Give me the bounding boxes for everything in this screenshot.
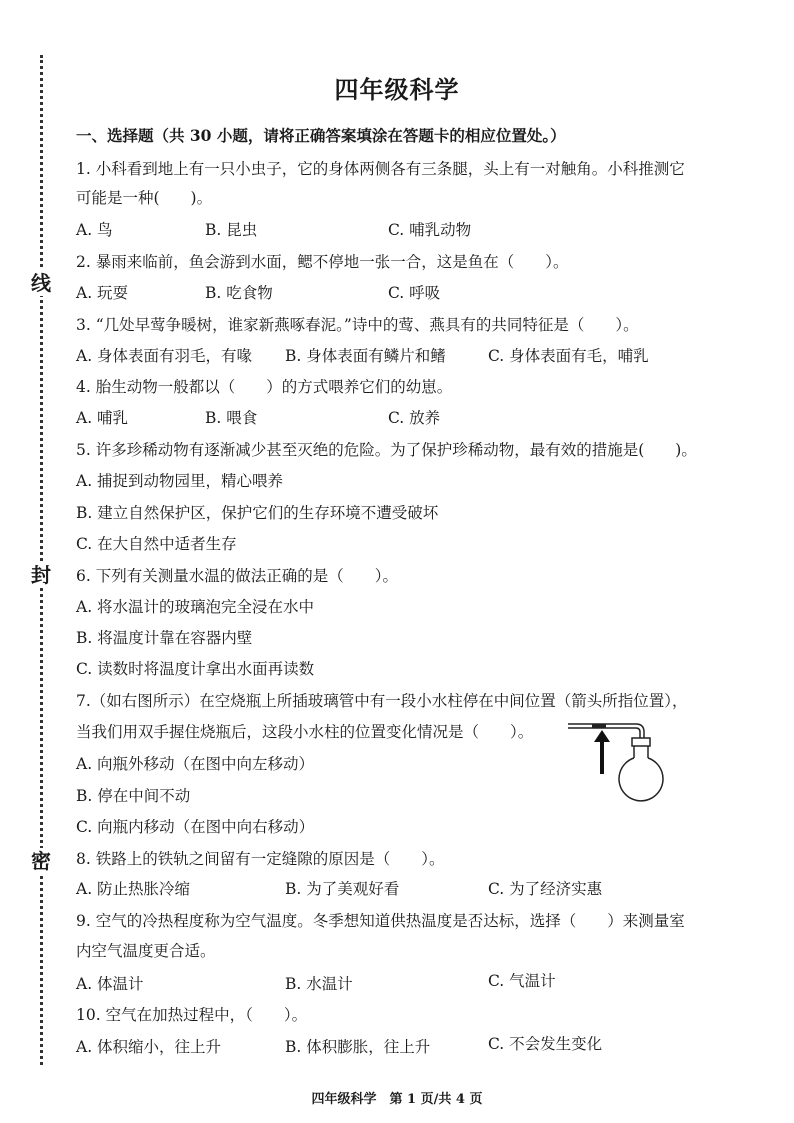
question-8-option-c: C. 为了经济实惠 [488, 880, 603, 898]
question-7-line-2: 当我们用双手握住烧瓶后，这段小水柱的位置变化情况是（ ）。 [76, 723, 534, 741]
question-8-option-a: A. 防止热胀冷缩 [76, 880, 191, 898]
question-2-option-c: C. 呼吸 [388, 284, 441, 302]
binding-char-bottom: 密 [28, 848, 54, 874]
binding-dotted-line [40, 55, 43, 1065]
question-10-option-c: C. 不会发生变化 [488, 1035, 603, 1053]
question-9-line-1: 9. 空气的冷热程度称为空气温度。冬季想知道供热温度是否达标，选择（ ）来测量室 [76, 912, 685, 930]
question-2-option-b: B. 吃食物 [205, 284, 273, 302]
question-4-option-b: B. 喂食 [205, 409, 258, 427]
binding-char-mid: 封 [28, 562, 54, 588]
question-7-option-a: A. 向瓶外移动（在图中向左移动） [76, 755, 315, 773]
question-6-option-a: A. 将水温计的玻璃泡完全浸在水中 [76, 598, 315, 616]
question-2-option-a: A. 玩耍 [76, 284, 129, 302]
question-2-line-1: 2. 暴雨来临前，鱼会游到水面，鳃不停地一张一合，这是鱼在（ ）。 [76, 253, 569, 271]
question-1-line-1: 1. 小科看到地上有一只小虫子，它的身体两侧各有三条腿，头上有一对触角。小科推测它 [76, 160, 685, 178]
section-heading: 一、选择题（共 30 小题，请将正确答案填涂在答题卡的相应位置处。） [76, 126, 566, 145]
flask-figure [566, 708, 666, 808]
question-6-option-b: B. 将温度计靠在容器内壁 [76, 629, 253, 647]
question-4-option-a: A. 哺乳 [76, 409, 129, 427]
question-1-option-a: A. 鸟 [76, 221, 113, 239]
question-7-line-1: 7.（如右图所示）在空烧瓶上所插玻璃管中有一段小水柱停在中间位置（箭头所指位置）， [76, 692, 688, 710]
question-9-option-b: B. 水温计 [285, 975, 353, 993]
question-4-option-c: C. 放养 [388, 409, 441, 427]
question-10-option-a: A. 体积缩小，往上升 [76, 1038, 222, 1056]
question-7-option-b: B. 停在中间不动 [76, 787, 191, 805]
question-1-line-2: 可能是一种( )。 [76, 189, 213, 207]
question-3-option-c: C. 身体表面有毛，哺乳 [488, 347, 649, 365]
question-3-line-1: 3. “几处早莺争暖树，谁家新燕啄春泥。”诗中的莺、燕具有的共同特征是（ ）。 [76, 316, 639, 334]
question-5-line-1: 5. 许多珍稀动物有逐渐减少甚至灭绝的危险。为了保护珍稀动物，最有效的措施是( )。 [76, 441, 697, 459]
question-7-option-c: C. 向瓶内移动（在图中向右移动） [76, 818, 315, 836]
question-10-line-1: 10. 空气在加热过程中，（ ）。 [76, 1006, 308, 1024]
question-5-option-a: A. 捕捉到动物园里，精心喂养 [76, 472, 284, 490]
question-6-option-c: C. 读数时将温度计拿出水面再读数 [76, 660, 315, 678]
question-5-option-b: B. 建立自然保护区，保护它们的生存环境不遭受破坏 [76, 504, 439, 522]
question-8-line-1: 8. 铁路上的铁轨之间留有一定缝隙的原因是（ ）。 [76, 850, 445, 868]
question-8-option-b: B. 为了美观好看 [285, 880, 400, 898]
binding-char-top: 线 [28, 270, 54, 296]
page-footer: 四年级科学 第 1 页/共 4 页 [311, 1092, 483, 1107]
question-9-line-2: 内空气温度更合适。 [76, 942, 216, 960]
question-5-option-c: C. 在大自然中适者生存 [76, 535, 237, 553]
question-3-option-a: A. 身体表面有羽毛，有喙 [76, 347, 253, 365]
question-6-line-1: 6. 下列有关测量水温的做法正确的是（ ）。 [76, 567, 398, 585]
question-1-option-c: C. 哺乳动物 [388, 221, 472, 239]
question-9-option-c: C. 气温计 [488, 972, 556, 990]
question-10-option-b: B. 体积膨胀，往上升 [285, 1038, 431, 1056]
question-4-line-1: 4. 胎生动物一般都以（ ）的方式喂养它们的幼崽。 [76, 378, 453, 396]
question-1-option-b: B. 昆虫 [205, 221, 258, 239]
question-3-option-b: B. 身体表面有鳞片和鳍 [285, 347, 446, 365]
page-title: 四年级科学 [334, 75, 460, 104]
question-9-option-a: A. 体温计 [76, 975, 144, 993]
